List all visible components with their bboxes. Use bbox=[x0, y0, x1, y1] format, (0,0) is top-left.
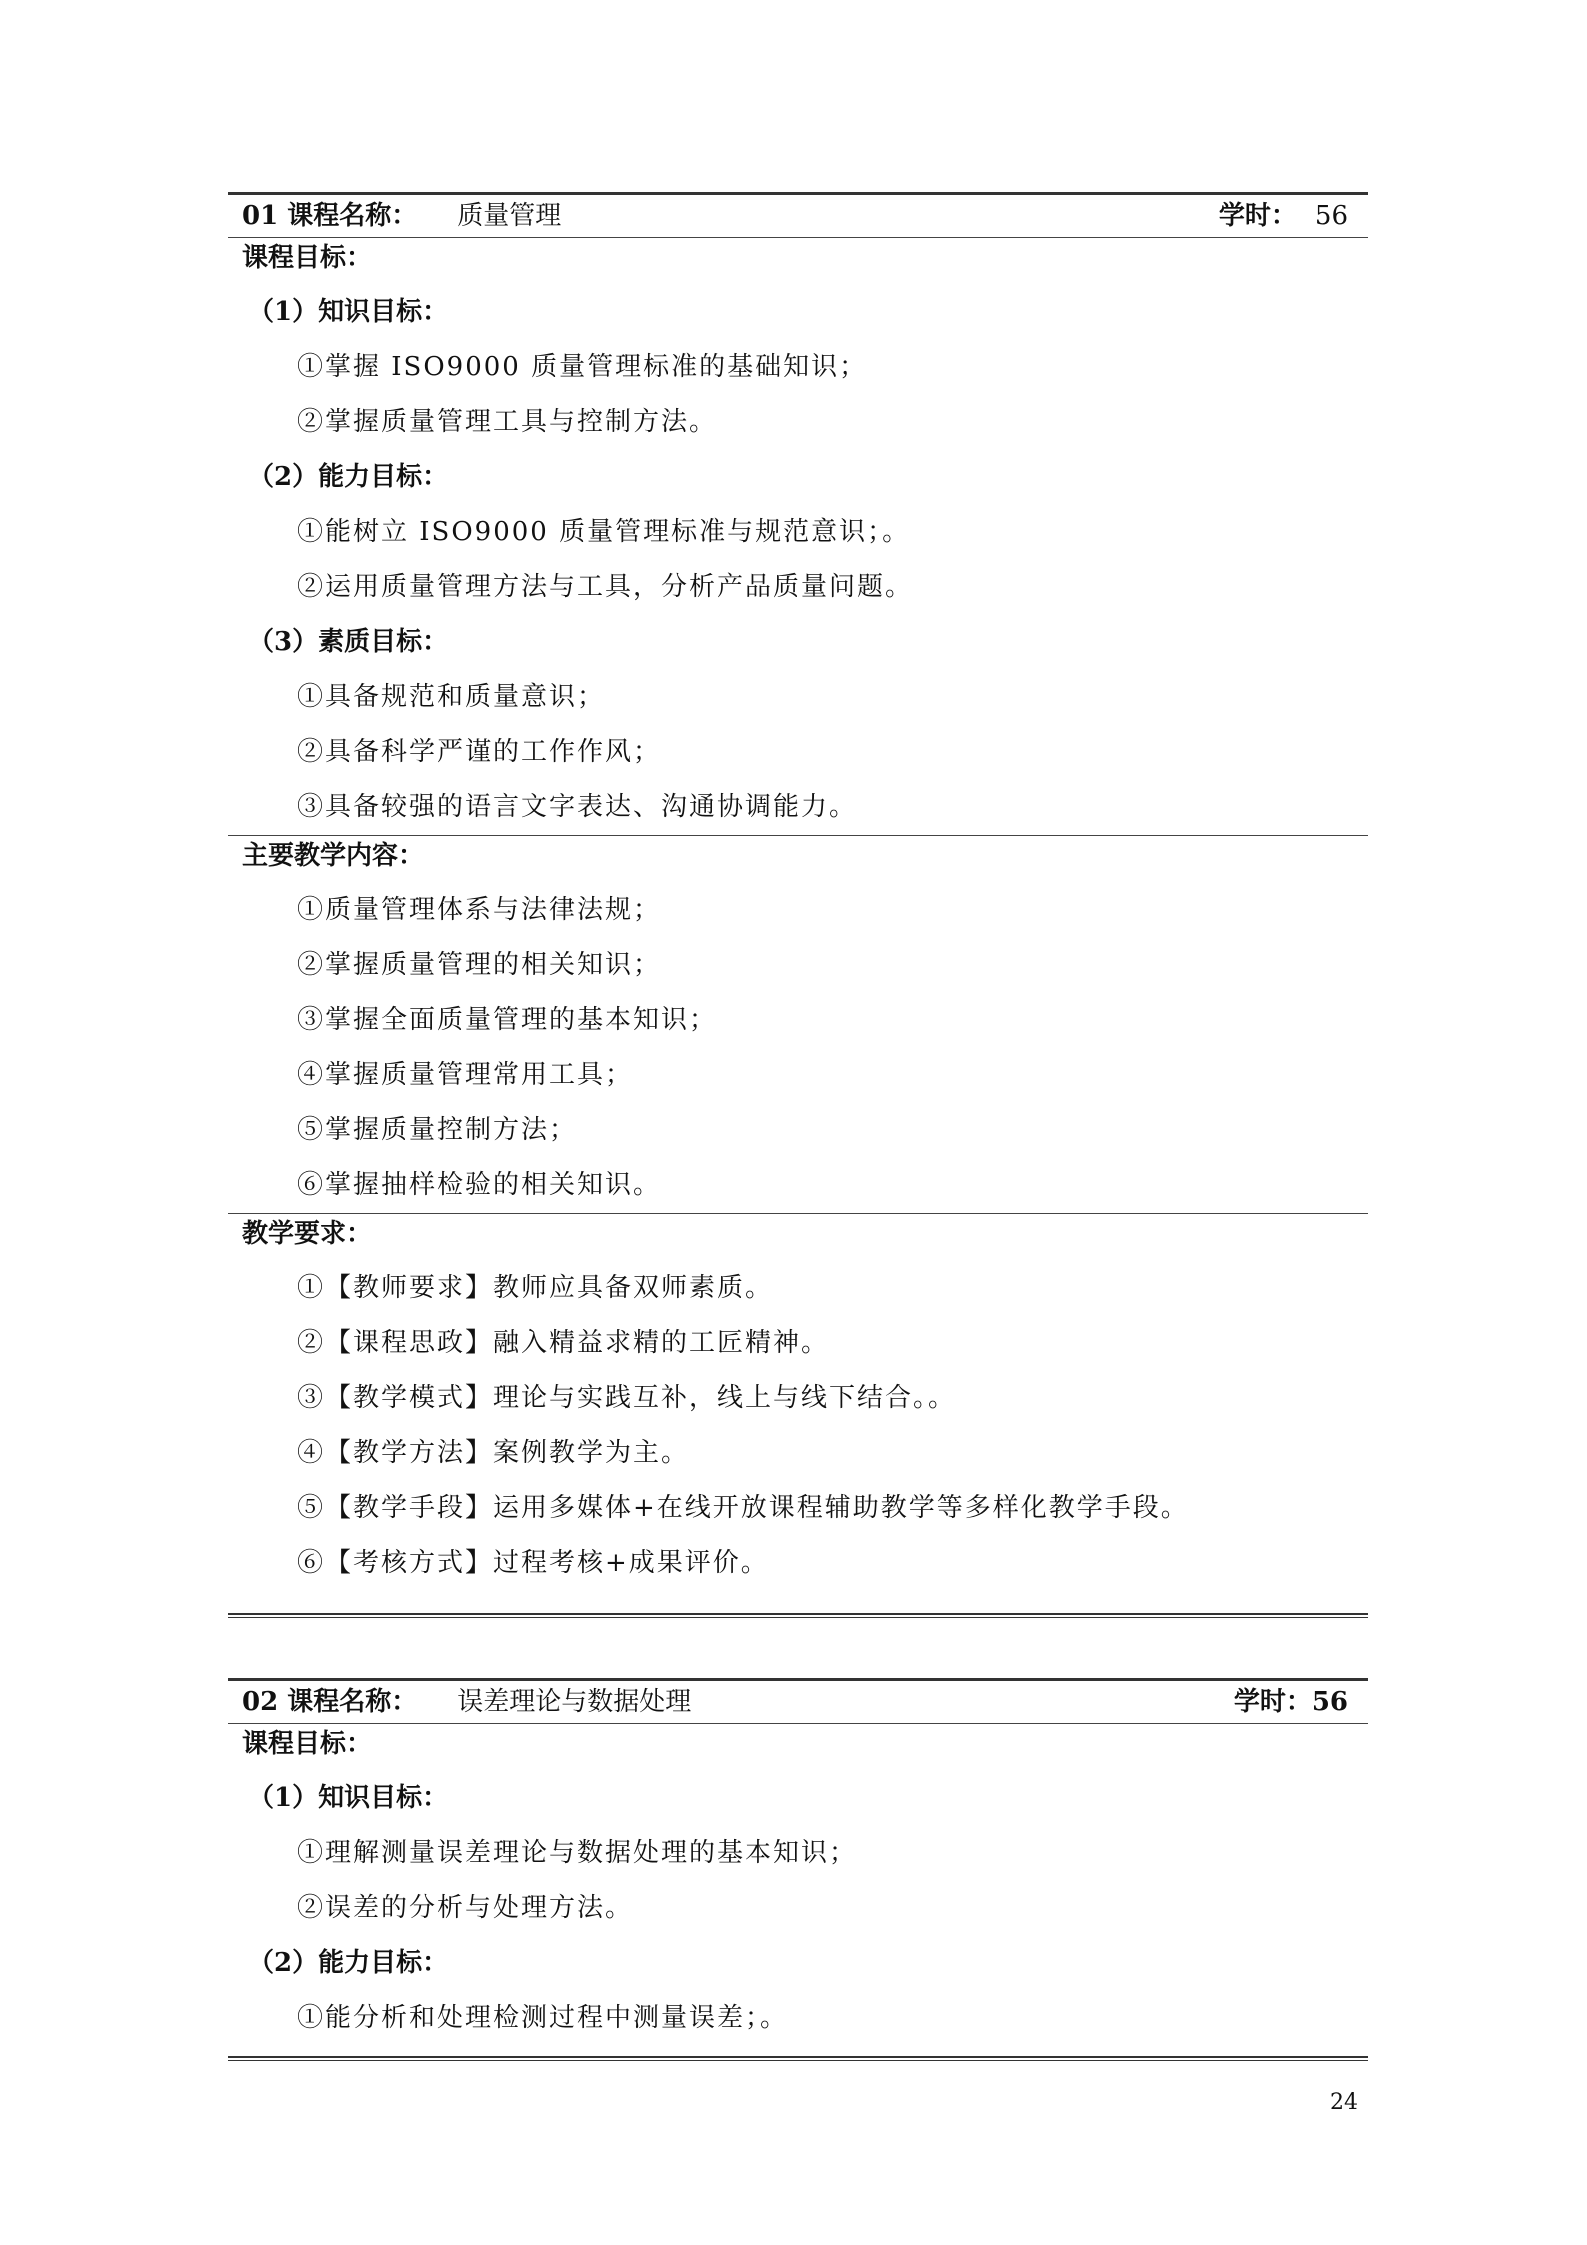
knowledge-title: （1）知识目标： bbox=[248, 297, 449, 327]
knowledge-item: ②掌握质量管理工具与控制方法。 bbox=[297, 407, 718, 437]
hours-text: 学时：56 bbox=[1233, 1687, 1348, 1717]
course-name: 质量管理 bbox=[457, 201, 562, 231]
content-item: ⑤掌握质量控制方法； bbox=[297, 1115, 578, 1145]
ability-title: （2）能力目标： bbox=[248, 1948, 449, 1978]
hours-key: 学时： bbox=[1218, 201, 1297, 231]
requirement-item: ①【教师要求】教师应具备双师素质。 bbox=[297, 1273, 774, 1303]
quality-item: ①具备规范和质量意识； bbox=[297, 682, 606, 712]
course-header bbox=[228, 1681, 1368, 1723]
requirement-item: ⑥【考核方式】过程考核+成果评价。 bbox=[297, 1548, 769, 1578]
quality-title: （3）素质目标： bbox=[248, 627, 449, 657]
content-item: ④掌握质量管理常用工具； bbox=[297, 1060, 634, 1090]
course-name: 误差理论与数据处理 bbox=[457, 1687, 692, 1717]
knowledge-item: ①掌握 ISO9000 质量管理标准的基础知识； bbox=[297, 352, 868, 382]
requirements-title: 教学要求： bbox=[242, 1219, 373, 1249]
content-title: 主要教学内容： bbox=[242, 841, 425, 871]
bottom-rule bbox=[228, 2056, 1368, 2061]
content-item: ⑥掌握抽样检验的相关知识。 bbox=[297, 1170, 662, 1200]
course-number-label: 02 课程名称： bbox=[242, 1687, 418, 1717]
knowledge-item: ①理解测量误差理论与数据处理的基本知识； bbox=[297, 1838, 858, 1868]
content-item: ①质量管理体系与法律法规； bbox=[297, 895, 662, 925]
content-item: ③掌握全面质量管理的基本知识； bbox=[297, 1005, 718, 1035]
quality-item: ②具备科学严谨的工作作风； bbox=[297, 737, 662, 767]
course-header bbox=[228, 195, 1368, 237]
requirement-item: ④【教学方法】案例教学为主。 bbox=[297, 1438, 690, 1468]
course-block-02 bbox=[228, 1678, 1368, 2061]
course-hours bbox=[1219, 195, 1348, 237]
ability-item: ①能分析和处理检测过程中测量误差；。 bbox=[297, 2003, 789, 2033]
quality-item: ③具备较强的语言文字表达、沟通协调能力。 bbox=[297, 792, 858, 822]
requirement-item: ③【教学模式】理论与实践互补，线上与线下结合。。 bbox=[297, 1383, 957, 1413]
bottom-rule bbox=[228, 1613, 1368, 1618]
ability-title: （2）能力目标： bbox=[248, 462, 449, 492]
ability-item: ①能树立 ISO9000 质量管理标准与规范意识；。 bbox=[297, 517, 911, 547]
content-item: ②掌握质量管理的相关知识； bbox=[297, 950, 662, 980]
requirement-item: ②【课程思政】融入精益求精的工匠精神。 bbox=[297, 1328, 830, 1358]
objectives-title: 课程目标： bbox=[242, 1729, 373, 1759]
knowledge-item: ②误差的分析与处理方法。 bbox=[297, 1893, 634, 1923]
ability-item: ②运用质量管理方法与工具，分析产品质量问题。 bbox=[297, 572, 914, 602]
hours-value: 56 bbox=[1314, 201, 1348, 231]
objectives-title: 课程目标： bbox=[242, 243, 373, 273]
course-number-label: 01 课程名称： bbox=[242, 201, 418, 231]
page-number: 24 bbox=[1330, 2090, 1358, 2115]
course-block-01 bbox=[228, 192, 1368, 1618]
knowledge-title: （1）知识目标： bbox=[248, 1783, 449, 1813]
course-hours bbox=[1234, 1681, 1348, 1723]
requirement-item: ⑤【教学手段】运用多媒体+在线开放课程辅助教学等多样化教学手段。 bbox=[297, 1493, 1189, 1523]
